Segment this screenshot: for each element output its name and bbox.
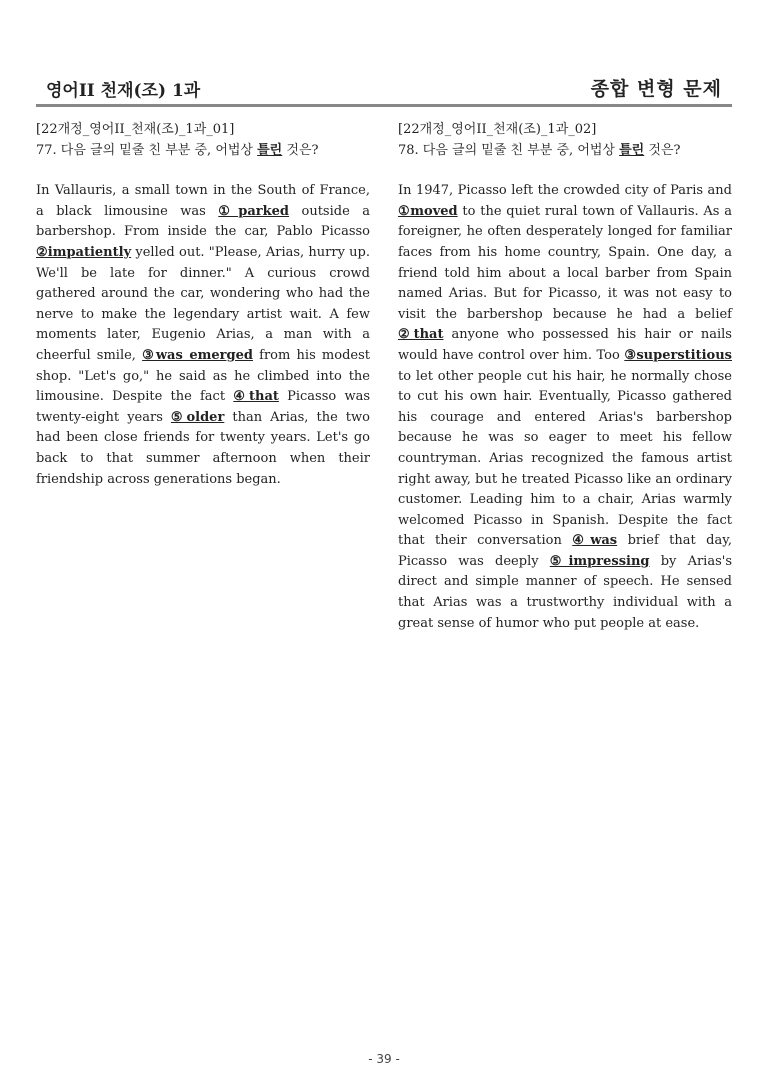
- choice-5: ⑤impressing: [549, 553, 650, 569]
- prompt-emphasis: 틀린: [619, 142, 645, 158]
- choice-2: ②that: [398, 327, 444, 343]
- passage-segment: brief that day, Picasso was deeply: [398, 533, 733, 569]
- header-section-title: 종합 변형 문제: [590, 78, 722, 100]
- choice-4: ④was: [572, 533, 618, 549]
- header-subject-title: 영어II 천재(조) 1과: [46, 81, 201, 101]
- passage-segment: by Arias's direct and simple manner of speech. He sensed that Arias was a trustworthy individual with a great sense of humor who put people at ease.: [398, 553, 732, 631]
- choice-1: ①parked: [218, 203, 290, 219]
- choice-1: ①moved: [398, 203, 458, 219]
- prompt-emphasis: 틀린: [257, 142, 283, 158]
- choice-3: ③superstitious: [624, 347, 732, 363]
- question-source: [22개정_영어II_천재(조)_1과_01]: [36, 122, 235, 137]
- question-prompt: [36, 141, 370, 162]
- question-77: [36, 120, 370, 490]
- passage-segment: In 1947, Picasso left the crowded city of Paris and: [398, 183, 732, 199]
- page-number: - 39 -: [368, 1052, 400, 1066]
- passage-segment: from his modest shop. "Let's go," he said as he climbed into the limousine. Despite the fact: [36, 347, 370, 405]
- passage-segment: outside a barbershop. From inside the car, Pablo Picasso: [36, 203, 370, 240]
- passage-text: [398, 181, 732, 634]
- passage-text: [36, 181, 370, 490]
- passage-segment: yelled out. "Please, Arias, hurry up. We'll be late for dinner." A curious crowd gathered around the car, wondering who had the nerve to make the legendary artist wait. A few moments later, Eugenio Arias, a man with a cheerful smile,: [36, 244, 370, 363]
- passage-segment: anyone who possessed his hair or nails would have control over him. Too: [398, 327, 732, 363]
- choice-5: ⑤older: [170, 409, 225, 425]
- passage-segment: In Vallauris, a small town in the South of France, a black limousine was: [36, 183, 370, 219]
- prompt-text: 78. 다음 글의 밑줄 친 부분 중, 어법상: [398, 142, 620, 158]
- passage-segment: to the quiet rural town of Vallauris. As a foreigner, he often desperately longed for familiar faces from his home country, Spain. One day, a friend told him about a local barber from Spain named Arias. But for Picasso, it was not easy to visit the barbershop because he had a belief: [398, 203, 732, 322]
- passage-segment: than Arias, the two had been close friends for twenty years. Let's go back to that summer afternoon when their friendship across generations began.: [36, 409, 370, 487]
- passage-segment: Picasso was twenty-eight years: [36, 389, 370, 425]
- header-divider: [36, 104, 732, 107]
- question-source: [22개정_영어II_천재(조)_1과_02]: [398, 122, 597, 137]
- prompt-text-end: 것은?: [282, 142, 319, 158]
- passage-segment: to let other people cut his hair, he normally chose to cut his own hair. Eventually, Picasso gathered his courage and entered Arias's barbershop because he was so eager to meet his fellow countryman. Arias recognized the famous artist right away, but he treated Picasso like an ordinary customer. Leading him to a chair, Arias warmly welcomed Picasso in Spanish. Despite the fact that their conversation: [398, 368, 732, 549]
- prompt-text: 77. 다음 글의 밑줄 친 부분 중, 어법상: [36, 142, 258, 158]
- choice-4: ④that: [233, 389, 279, 405]
- question-prompt: [398, 141, 732, 162]
- page-header: [36, 66, 732, 104]
- question-78: [398, 120, 732, 634]
- choice-3: ③was emerged: [142, 347, 253, 363]
- prompt-text-end: 것은?: [644, 142, 681, 158]
- choice-2: ②impatiently: [36, 244, 132, 260]
